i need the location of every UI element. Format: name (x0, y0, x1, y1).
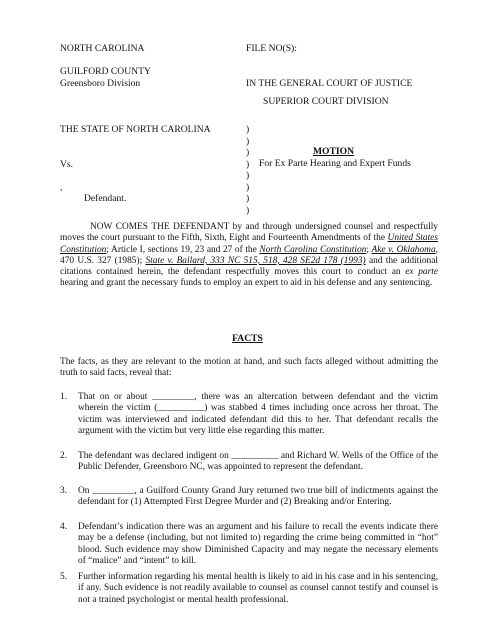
header-court: IN THE GENERAL COURT OF JUSTICE (246, 78, 413, 89)
header-file-no: FILE NO(S): (246, 43, 297, 54)
fact-text: Defendant’s indication there was an argument and his failure to recall the events indicate there may be a defense (including, but not limited to) regarding the crime being committed in “hot” blood. Such evidence may show Diminished Capacity and may negate the necessary elements of “malice” and “intent” to kill. (78, 522, 438, 566)
citation-us-constitution: United States Constitution (60, 233, 438, 255)
header-state: NORTH CAROLINA (60, 43, 145, 54)
caption-comma: , (60, 182, 63, 193)
caption-plaintiff: THE STATE OF NORTH CAROLINA (60, 124, 211, 135)
header-court-division: SUPERIOR COURT DIVISION (263, 96, 389, 107)
fact-number: 5. (60, 572, 68, 582)
header-division: Greensboro Division (60, 78, 141, 89)
fact-number: 1. (60, 392, 68, 402)
paren: ) (246, 204, 250, 216)
fact-text: On _________, a Guilford County Grand Jury returned two true bill of indictments against the defendant for (1) Attempted First Degree Murder and (2) Breaking and/or Entering. (78, 486, 438, 508)
motion-subtitle: For Ex Parte Hearing and Expert Funds (259, 158, 411, 169)
fact-text: Further information regarding his mental health is likely to aid in his case and in his sentencing, if any. Such evidence is not readily available to counsel as counsel cannot testify and counsel is not a trained psychologist or mental health professional. (78, 572, 438, 605)
paren: ) (246, 135, 250, 147)
intro-text-c: ; (366, 244, 372, 255)
fact-text: The defendant was declared indigent on __________ and Richard W. Wells of the Office of the Public Defender, Greensboro NC, was appointed to represent the defendant. (78, 451, 438, 473)
intro-text-b: ; Article I, sections 19, 23 and 27 of the (106, 244, 260, 255)
citation-ake-v-oklahoma: Ake v. Oklahoma (371, 244, 436, 255)
intro-text-f: hearing and grant the necessary funds to employ an expert to aid in his defense and any sentencing. (60, 278, 433, 289)
paren: ) (246, 158, 250, 170)
paren: ) (246, 124, 250, 135)
intro-text-d: , 470 U.S. 327 (1985); (60, 244, 438, 266)
fact-text: That on or about _________, there was an altercation between defendant and the victim wherein the victim (__________) was stabbed 4 times including once across her throat. The victim was interviewed and indicated defendant did this to her. That defendant recalls the argument with the victim but very little else regarding this matter. (78, 392, 438, 436)
intro-paragraph (60, 222, 438, 290)
header-county: GUILFORD COUNTY (60, 66, 151, 77)
citation-nc-constitution: North Carolina Constitution (259, 244, 367, 255)
intro-text-a: NOW COMES THE DEFENDANT by and through undersigned counsel and respectfully moves the court pursuant to the Fifth, Sixth, Eight and Fourteenth Amendments of the (60, 222, 438, 244)
fact-number: 4. (60, 522, 68, 532)
paren: ) (246, 181, 250, 193)
caption-paren-column (246, 124, 249, 216)
caption-defendant: Defendant. (84, 193, 127, 204)
paren: ) (246, 170, 250, 181)
facts-heading: FACTS (232, 333, 263, 344)
paren: ) (246, 147, 250, 158)
fact-number: 3. (60, 486, 68, 496)
caption-vs: Vs. (60, 159, 74, 170)
citation-state-v-ballard: State v. Ballard, 333 NC 515, 518, 428 SE2d 178 (1993) (145, 255, 366, 266)
paren: ) (246, 193, 250, 204)
motion-title: MOTION (313, 146, 355, 157)
facts-intro: The facts, as they are relevant to the motion at hand, and such facts alleged without admitting the truth to said facts, reveal that: (60, 357, 438, 379)
intro-text-e: and the additional citations contained herein, the defendant respectfully moves this court to conduct an (60, 255, 438, 278)
intro-ex-parte: ex parte (405, 267, 438, 278)
fact-number: 2. (60, 451, 68, 461)
